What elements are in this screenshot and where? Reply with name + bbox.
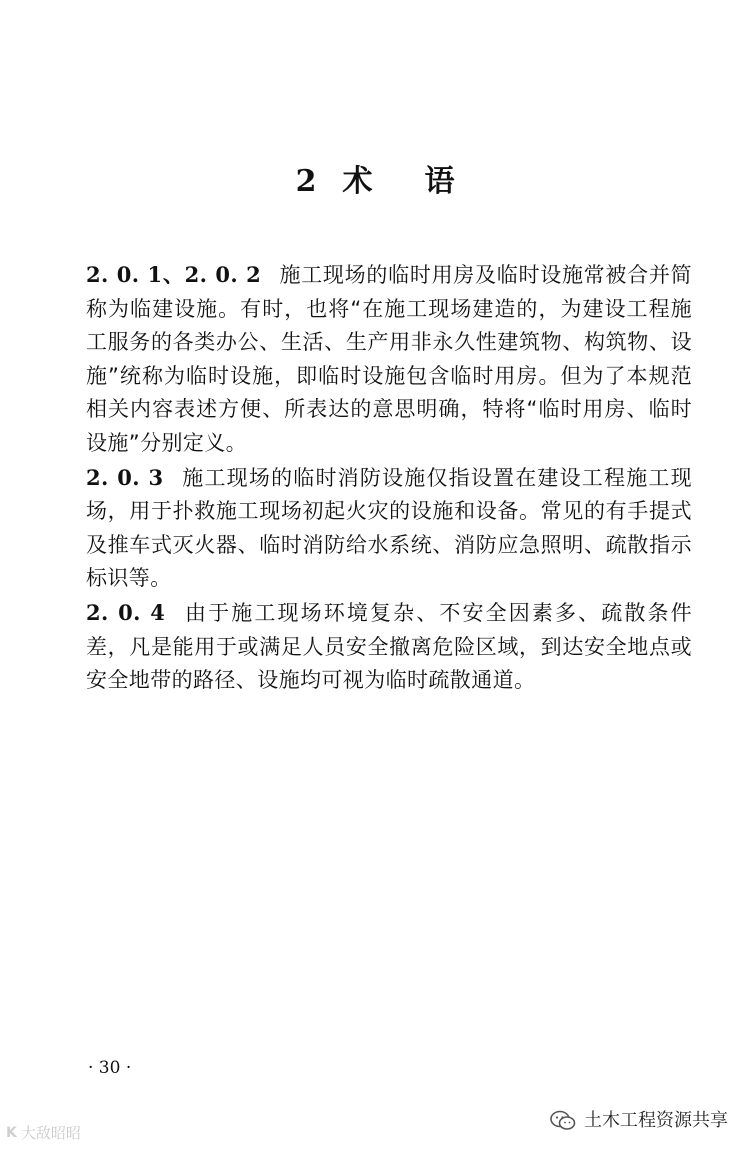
paragraph-2-0-4 <box>86 596 692 698</box>
paragraph-text: 施工现场的临时用房及临时设施常被合并简称为临建设施。有时，也将“在施工现场建造的，为建设工程施工服务的各类办公、生活、生产用非永久性建筑物、构筑物、设施”统称为临时设施，即临时设施包含临时用房。但为了本规范相关内容表述方便、所表达的意思明确，特将“临时用房、临时设施”分别定义。 <box>86 263 692 455</box>
clause-number: 2. 0. 1、2. 0. 2 <box>86 262 262 287</box>
clause-number: 2. 0. 4 <box>86 599 166 625</box>
watermark-right <box>550 1108 728 1134</box>
body-text <box>86 258 692 698</box>
paragraph-2-0-3 <box>86 461 692 596</box>
watermark-left <box>6 1122 81 1144</box>
page-number: · 30 · <box>88 1058 132 1078</box>
wechat-icon <box>550 1110 576 1132</box>
watermark-left-text: 大敌昭昭 <box>20 1124 81 1142</box>
chapter-title-word-2: 语 <box>424 164 455 199</box>
watermark-right-text: 土木工程资源共享 <box>584 1110 728 1131</box>
paragraph-2-0-1 <box>86 258 692 461</box>
paragraph-text: 施工现场的临时消防设施仅指设置在建设工程施工现场，用于扑救施工现场初起火灾的设施和设备。常见的有手提式及推车式灭火器、临时消防给水系统、消防应急照明、疏散指示标识等。 <box>86 465 692 591</box>
watermark-logo-icon: K <box>6 1125 17 1141</box>
chapter-number: 2 <box>295 164 317 199</box>
paragraph-text: 由于施工现场环境复杂、不安全因素多、疏散条件差，凡是能用于或满足人员安全撤离危险区域，到达安全地点或安全地带的路径、设施均可视为临时疏散通道。 <box>86 600 692 693</box>
chapter-title <box>0 160 750 204</box>
clause-number: 2. 0. 3 <box>86 464 164 490</box>
chapter-title-word-1: 术 <box>342 164 373 199</box>
